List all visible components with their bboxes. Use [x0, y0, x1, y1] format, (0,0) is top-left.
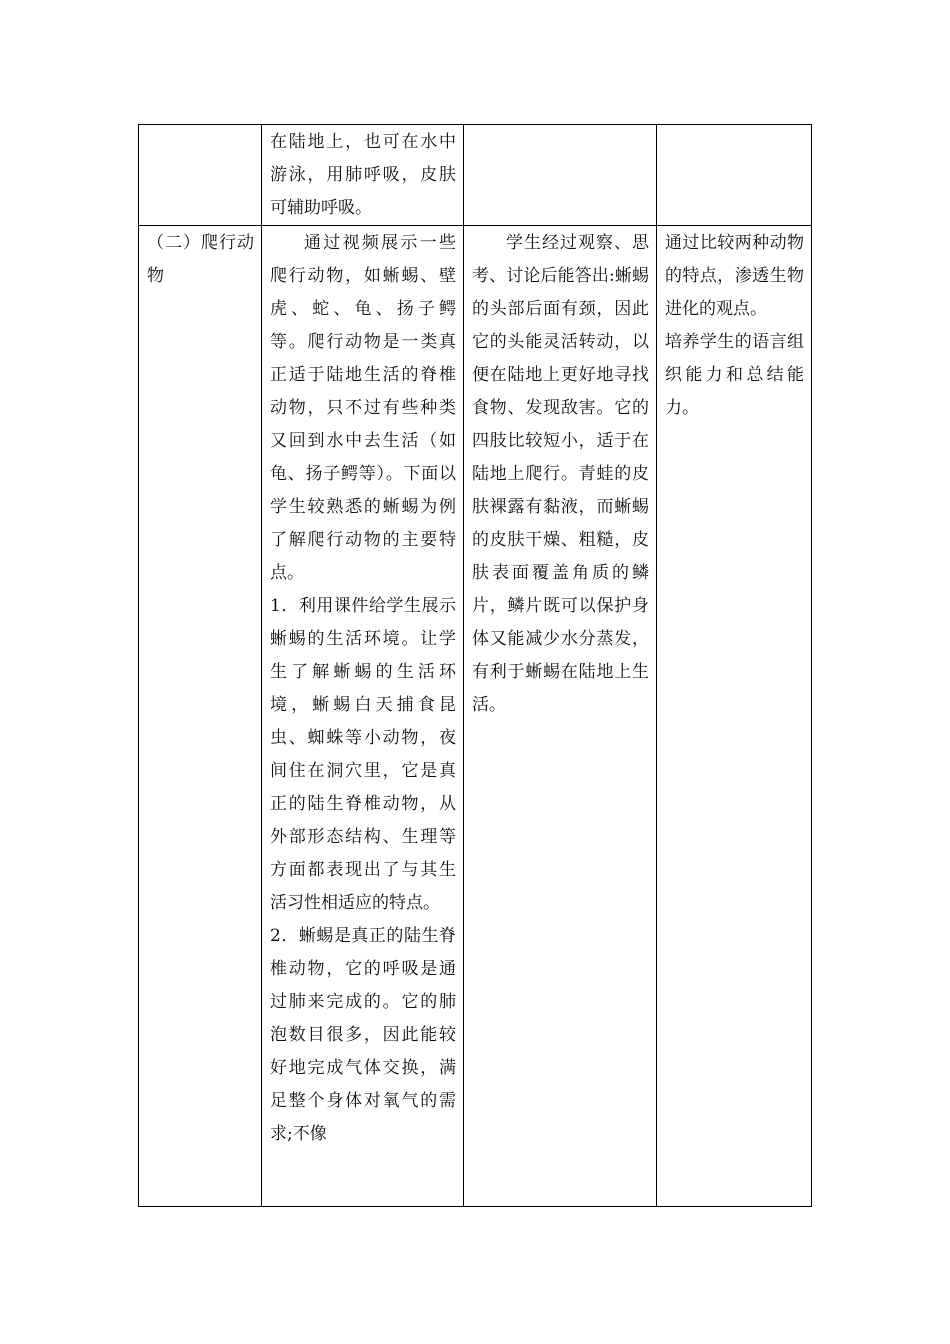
design-intent-cell: [657, 226, 812, 1207]
teacher-item-2: 2．蜥蜴是真正的陆生脊椎动物，它的呼吸是通过肺来完成的。它的肺泡数目很多，因此能较好地完成气体交换，满足整个身体对氧气的需求;不像: [270, 926, 456, 1144]
teacher-intro-paragraph: 通过视频展示一些爬行动物，如蜥蜴、壁虎、蛇、龟、扬子鳄等。爬行动物是一类真正适于陆地生活的脊椎动物，只不过有些种类又回到水中去生活（如龟、扬子鳄等）。下面以学生较熟悉的蜥蜴为例了解爬行动物的主要特点。: [270, 233, 456, 583]
table-row: [139, 125, 812, 226]
teacher-activity-cell: [262, 226, 464, 1207]
design-intent-paragraph-2: 培养学生的语言组织能力和总结能力。: [665, 332, 804, 418]
student-activity-cell: [464, 226, 657, 1207]
lesson-plan-table: [138, 124, 812, 1207]
table-cell: 在陆地上，也可在水中游泳，用肺呼吸，皮肤可辅助呼吸。: [262, 125, 464, 226]
student-activity-paragraph: 学生经过观察、思考、讨论后能答出:蜥蜴的头部后面有颈，因此它的头能灵活转动，以便在陆地上更好地寻找食物、发现敌害。它的四肢比较短小，适于在陆地上爬行。青蛙的皮肤裸露有黏液，而蜥蜴的皮肤干燥、粗糙，皮肤表面覆盖角质的鳞片，鳞片既可以保护身体又能减少水分蒸发，有利于蜥蜴在陆地上生活。: [472, 233, 649, 715]
table-cell: [464, 125, 657, 226]
teacher-item-1: 1．利用课件给学生展示蜥蜴的生活环境。让学生了解蜥蜴的生活环境，蜥蜴白天捕食昆虫、蜘蛛等小动物，夜间住在洞穴里，它是真正的陆生脊椎动物，从外部形态结构、生理等方面都表现出了与其生活习性相适应的特点。: [270, 596, 456, 913]
table-row: [139, 226, 812, 1207]
section-title-cell: （二）爬行动物: [139, 226, 262, 1207]
table-cell: [657, 125, 812, 226]
table-cell: [139, 125, 262, 226]
design-intent-paragraph-1: 通过比较两种动物的特点，渗透生物进化的观点。: [665, 233, 804, 319]
